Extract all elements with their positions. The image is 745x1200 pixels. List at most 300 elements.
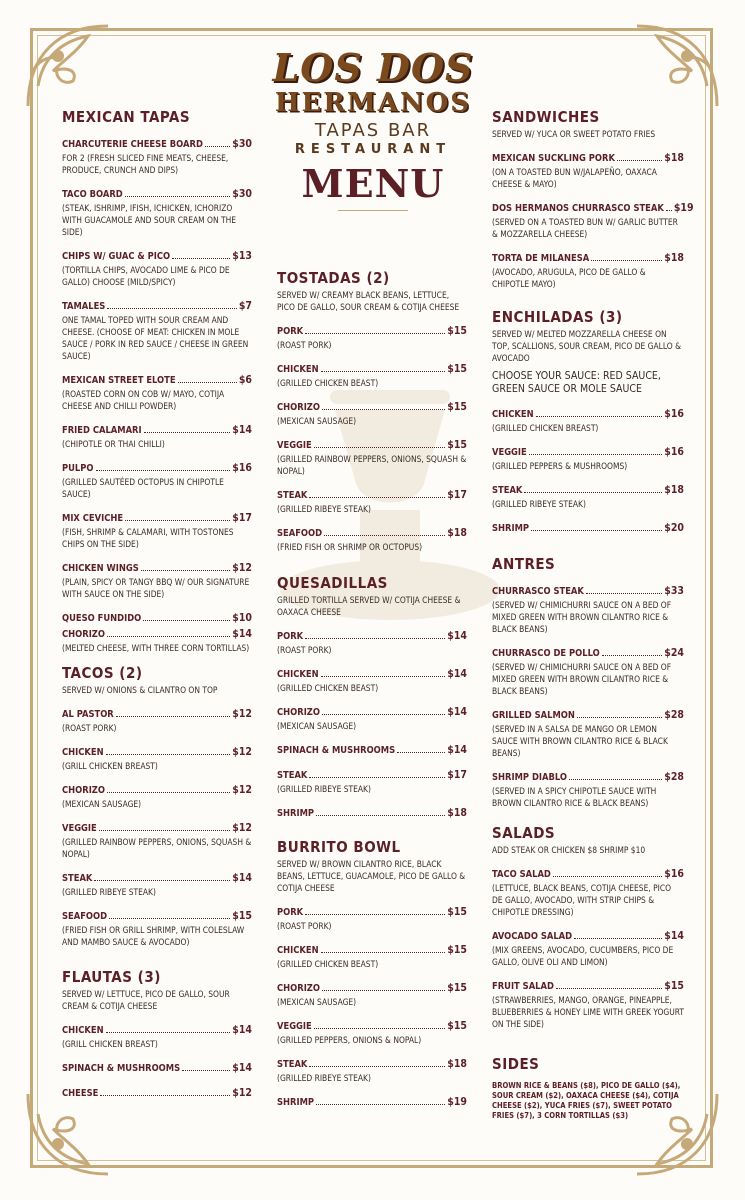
restaurant-logo	[268, 45, 478, 211]
section-antres	[492, 555, 684, 809]
section-title: QUESADILLAS	[277, 574, 388, 592]
menu-item	[277, 1058, 467, 1084]
menu-item-name: VEGGIE	[62, 823, 97, 834]
menu-item-price: $14	[232, 872, 252, 884]
menu-item	[492, 930, 684, 968]
menu-item-name: CHEESE	[62, 1088, 99, 1099]
menu-item	[62, 1087, 252, 1100]
menu-item-row	[492, 771, 684, 784]
menu-item-price: $16	[232, 462, 252, 474]
dot-leader	[524, 492, 662, 493]
menu-item-price: $18	[447, 1058, 467, 1070]
menu-item-row	[62, 1062, 252, 1075]
menu-item-price: $17	[447, 769, 467, 781]
dot-leader	[106, 754, 231, 755]
dot-leader	[94, 880, 230, 881]
dot-leader	[574, 938, 662, 939]
menu-item	[492, 408, 684, 434]
menu-item-description: ONE TAMAL TOPED WITH SOUR CREAM AND CHEESE. (CHOOSE OF MEAT: CHICKEN IN MOLE SAUCE / PORK IN RED SAUCE / CHEESE IN GREEN SAUCE)	[62, 315, 249, 361]
menu-item	[277, 982, 467, 1008]
menu-item-name: STEAK	[277, 1059, 308, 1070]
dot-leader	[316, 815, 445, 816]
dot-leader	[96, 470, 231, 471]
menu-item	[62, 872, 252, 898]
menu-item	[62, 138, 252, 176]
section-note: SERVED W/ ONIONS & CILANTRO ON TOP	[62, 685, 218, 695]
menu-item-row	[277, 706, 467, 719]
menu-item-description: (MIX GREENS, AVOCADO, CUCUMBERS, PICO DE GALLO, OLIVE OLI AND LIMON)	[492, 945, 674, 967]
menu-item-description: (ROASTED CORN ON COB W/ MAYO, COTIJA CHEESE AND CHILLI POWDER)	[62, 389, 225, 411]
menu-item-row	[492, 709, 684, 722]
menu-item-name: CHORIZO	[277, 983, 320, 994]
menu-item	[492, 446, 684, 472]
menu-item-description: (PLAIN, SPICY OR TANGY BBQ W/ OUR SIGNATURE WITH SAUCE ON THE SIDE)	[62, 577, 250, 599]
menu-item-description: (GRILLED RIBEYE STEAK)	[277, 1073, 371, 1083]
menu-item-name: AL PASTOR	[62, 709, 114, 720]
section-quesadillas	[277, 574, 467, 820]
menu-item-row	[277, 906, 467, 919]
dot-leader	[322, 409, 445, 410]
menu-item	[492, 484, 684, 510]
menu-item-description: (ON A TOASTED BUN W/JALAPEÑO, OAXACA CHEESE & MAYO)	[492, 167, 657, 189]
dot-leader	[536, 416, 663, 417]
dot-leader	[305, 638, 445, 639]
menu-item-name: STEAK	[277, 490, 308, 501]
menu-item-row	[62, 612, 252, 625]
menu-item-description: (GRILLED PEPPERS & MUSHROOMS)	[492, 461, 628, 471]
menu-item-description: (GRILLED RIBEYE STEAK)	[62, 887, 156, 897]
menu-item-row	[62, 784, 252, 797]
menu-item-description: (MEXICAN SAUSAGE)	[277, 416, 357, 426]
dot-leader	[100, 1095, 230, 1096]
menu-item-price: $28	[664, 771, 684, 783]
menu-item-name: VEGGIE	[277, 440, 312, 451]
section-note: SERVED W/ BROWN CILANTRO RICE, BLACK BEANS, LETTUCE, GUACAMOLE, PICO DE GALLO & COTIJA CHEESE	[277, 859, 466, 893]
menu-item-row	[62, 1087, 252, 1100]
menu-item	[277, 439, 467, 477]
menu-item-price: $10	[232, 612, 252, 624]
menu-item-row	[277, 401, 467, 414]
menu-item	[492, 771, 684, 809]
dot-leader	[116, 716, 231, 717]
menu-item-row	[492, 647, 684, 660]
menu-item-price: $20	[664, 522, 684, 534]
menu-item-price: $14	[447, 630, 467, 642]
dot-leader	[531, 530, 662, 531]
section-sandwiches	[492, 108, 694, 290]
menu-item-row	[492, 585, 684, 598]
menu-item-name: FRIED CALAMARI	[62, 425, 142, 436]
menu-item-name: STEAK	[62, 873, 93, 884]
section-salads	[492, 824, 684, 1030]
menu-item-description: (MEXICAN SAUSAGE)	[277, 997, 357, 1007]
dot-leader	[309, 497, 445, 498]
menu-item-name: CHICKEN	[277, 364, 319, 375]
menu-item-description: (MEXICAN SAUSAGE)	[62, 799, 142, 809]
dot-leader	[556, 988, 662, 989]
menu-item	[492, 585, 684, 635]
menu-item-description: (SERVED IN A SPICY CHIPOTLE SAUCE WITH BROWN CILANTRO RICE & BLACK BEANS)	[492, 786, 657, 808]
menu-item	[62, 822, 252, 860]
menu-item	[277, 706, 467, 732]
menu-item-name: TACO BOARD	[62, 189, 123, 200]
menu-item-row	[492, 868, 684, 881]
dot-leader	[316, 1104, 445, 1105]
menu-item-description: (GRILLED CHICKEN BREAST)	[492, 423, 599, 433]
menu-item-price: $15	[232, 910, 252, 922]
menu-item-name: SHRIMP	[277, 1097, 315, 1108]
menu-item-price: $15	[447, 906, 467, 918]
logo-line-4: RESTAURANT	[294, 142, 452, 157]
menu-item-name: CHICKEN	[62, 747, 104, 758]
menu-item-row	[62, 188, 252, 201]
menu-item-name: MIX CEVICHE	[62, 513, 124, 524]
menu-item-name: CHICKEN	[62, 1025, 104, 1036]
menu-item	[492, 522, 684, 535]
menu-item-name: PORK	[277, 631, 304, 642]
menu-item-row	[62, 746, 252, 759]
menu-item-description: (FRIED FISH OR GRILL SHRIMP, WITH COLESLAW AND MAMBO SAUCE & AVOCADO)	[62, 925, 245, 947]
menu-item-row	[277, 1058, 467, 1071]
menu-item-row	[277, 1020, 467, 1033]
dot-leader	[305, 914, 445, 915]
dot-leader	[321, 371, 446, 372]
dot-leader	[205, 146, 230, 147]
menu-item-price: $15	[447, 944, 467, 956]
menu-item	[492, 980, 684, 1030]
menu-item-row	[62, 910, 252, 923]
menu-item-description: (GRILLED CHICKEN BEAST)	[277, 959, 379, 969]
section-title: MEXICAN TAPAS	[62, 108, 191, 126]
section-tacos	[62, 664, 252, 948]
menu-item-description: (GRILLED PEPPERS, ONIONS & NOPAL)	[277, 1035, 422, 1045]
dot-leader	[314, 447, 446, 448]
menu-item-name: SEAFOOD	[62, 911, 108, 922]
dot-leader	[321, 952, 446, 953]
section-burrito-bowl	[277, 838, 467, 1109]
menu-item-price: $16	[664, 868, 684, 880]
menu-item	[62, 374, 252, 412]
menu-item-description: (FISH, SHRIMP & CALAMARI, WITH TOSTONES CHIPS ON THE SIDE)	[62, 527, 234, 549]
menu-item	[277, 744, 467, 757]
menu-item-price: $15	[447, 439, 467, 451]
menu-item-name: CHIPS W/ GUAC & PICO	[62, 251, 171, 262]
section-note: SERVED W/ MELTED MOZZARELLA CHEESE ON TOP, SCALLIONS, SOUR CREAM, PICO DE GALLO & AVOCADO	[492, 329, 681, 363]
menu-item	[62, 1024, 252, 1050]
dot-leader	[309, 1066, 445, 1067]
menu-item-row	[62, 250, 252, 263]
dot-leader	[172, 258, 230, 259]
menu-item-description: (STEAK, ISHRIMP, IFISH, ICHICKEN, ICHORIZO WITH GUACAMOLE AND SOUR CREAM ON THE SIDE)	[62, 203, 237, 237]
dot-leader	[397, 752, 445, 753]
menu-item-description: (GRILLED RAINBOW PEPPERS, ONIONS, SQUASH & NOPAL)	[62, 837, 252, 859]
menu-item-row	[492, 930, 684, 943]
section-note: ADD STEAK OR CHICKEN $8 SHRIMP $10	[492, 845, 646, 855]
menu-item-description: (CHIPOTLE OR THAI CHILLI)	[62, 439, 165, 449]
menu-item-row	[277, 744, 467, 757]
logo-line-1: LOS DOS	[272, 45, 474, 90]
menu-item	[62, 628, 252, 654]
menu-item-name: SHRIMP DIABLO	[492, 772, 567, 783]
menu-item-row	[492, 252, 684, 265]
menu-item-price: $30	[232, 138, 252, 150]
menu-item-name: CHORIZO	[62, 785, 105, 796]
menu-item-row	[277, 325, 467, 338]
menu-item-row	[277, 807, 467, 820]
menu-item-price: $12	[232, 784, 252, 796]
menu-item-name: PORK	[277, 907, 304, 918]
section-flautas	[62, 968, 252, 1100]
menu-item-name: PULPO	[62, 463, 94, 474]
menu-item-price: $19	[673, 202, 694, 214]
menu-item-price: $14	[447, 744, 467, 756]
section-title: SANDWICHES	[492, 108, 600, 126]
menu-item-price: $16	[664, 446, 684, 458]
menu-item	[62, 562, 252, 600]
dot-leader	[143, 620, 230, 621]
menu-item-row	[62, 872, 252, 885]
menu-item	[62, 784, 252, 810]
menu-item-name: CHICKEN	[277, 669, 319, 680]
menu-item	[62, 910, 252, 948]
menu-item	[492, 152, 684, 190]
menu-item-row	[492, 484, 684, 497]
menu-item-name: FRUIT SALAD	[492, 981, 554, 992]
menu-item-name: CHICKEN	[492, 409, 534, 420]
menu-item-price: $33	[664, 585, 684, 597]
menu-item-description: (SERVED ON A TOASTED BUN W/ GARLIC BUTTER & MOZZARELLA CHEESE)	[492, 217, 678, 239]
menu-item-row	[62, 628, 252, 641]
section-enchiladas	[492, 308, 684, 535]
menu-item-row	[277, 527, 467, 540]
menu-item-price: $30	[232, 188, 252, 200]
dot-leader	[322, 990, 445, 991]
menu-item-row	[62, 512, 252, 525]
menu-item	[277, 1020, 467, 1046]
menu-item-name: CHICKEN WINGS	[62, 563, 139, 574]
menu-item	[492, 202, 694, 240]
menu-item-price: $14	[232, 1024, 252, 1036]
menu-item-description: (MELTED CHEESE, WITH THREE CORN TORTILLAS)	[62, 643, 250, 653]
menu-item-description: (SERVED IN A SALSA DE MANGO OR LEMON SAUCE WITH BROWN CILANTRO RICE & BLACK BEANS)	[492, 724, 668, 758]
menu-item-description: (ROAST PORK)	[62, 723, 117, 733]
logo-line-2: HERMANOS	[274, 88, 472, 118]
dot-leader	[125, 520, 230, 521]
menu-item-description: (ROAST PORK)	[277, 340, 332, 350]
menu-item-price: $12	[232, 562, 252, 574]
menu-item-price: $18	[447, 807, 467, 819]
menu-item-price: $13	[232, 250, 252, 262]
menu-item-description: (GRILLED SAUTÉED OCTOPUS IN CHIPOTLE SAUCE)	[62, 477, 224, 499]
menu-item	[62, 512, 252, 550]
section-mexican-tapas	[62, 108, 252, 654]
menu-item-price: $12	[232, 1087, 252, 1099]
menu-item-price: $18	[664, 484, 684, 496]
menu-item-name: CHORIZO	[62, 629, 105, 640]
menu-item-description: (TORTILLA CHIPS, AVOCADO LIME & PICO DE GALLO) CHOOSE (MILD/SPICY)	[62, 265, 230, 287]
menu-item-price: $14	[232, 424, 252, 436]
menu-item-name: PORK	[277, 326, 304, 337]
menu-item-price: $28	[664, 709, 684, 721]
section-note: SERVED W/ LETTUCE, PICO DE GALLO, SOUR CREAM & COTIJA CHEESE	[62, 989, 230, 1011]
dot-leader	[305, 333, 445, 334]
menu-item-price: $12	[232, 746, 252, 758]
menu-item	[277, 527, 467, 553]
menu-item	[277, 363, 467, 389]
menu-item-row	[492, 522, 684, 535]
dot-leader	[569, 779, 662, 780]
menu-item-price: $16	[664, 408, 684, 420]
dot-leader	[309, 777, 445, 778]
menu-item-description: (MEXICAN SAUSAGE)	[277, 721, 357, 731]
menu-item-price: $15	[447, 1020, 467, 1032]
menu-item-row	[62, 138, 252, 151]
dot-leader	[178, 382, 237, 383]
section-tostadas	[277, 269, 467, 553]
menu-item-description: (GRILLED CHICKEN BEAST)	[277, 683, 379, 693]
section-title: FLAUTAS (3)	[62, 968, 161, 986]
menu-item-description: (GRILLED RAINBOW PEPPERS, ONIONS, SQUASH & NOPAL)	[277, 454, 467, 476]
section-title: TOSTADAS (2)	[277, 269, 390, 287]
menu-item	[277, 401, 467, 427]
menu-item-name: CHORIZO	[277, 402, 320, 413]
menu-item	[277, 1096, 467, 1109]
menu-item	[62, 462, 252, 500]
menu-item-row	[277, 944, 467, 957]
menu-item-price: $6	[238, 374, 252, 386]
menu-item-row	[62, 708, 252, 721]
menu-item-price: $14	[447, 706, 467, 718]
menu-item	[277, 489, 467, 515]
menu-item-name: DOS HERMANOS CHURRASCO STEAK	[492, 203, 664, 214]
menu-item-row	[62, 300, 252, 313]
menu-item-name: TACO SALAD	[492, 869, 551, 880]
menu-item-name: TORTA DE MILANESA	[492, 253, 590, 264]
menu-item-price: $18	[447, 527, 467, 539]
menu-item-description: (AVOCADO, ARUGULA, PICO DE GALLO & CHIPOTLE MAYO)	[492, 267, 646, 289]
menu-item	[492, 868, 684, 918]
menu-item-description: (LETTUCE, BLACK BEANS, COTIJA CHEESE, PICO DE GALLO, AVOCADO, WITH STRIP CHIPS & CHIPOTLE DRESSING)	[492, 883, 672, 917]
menu-item	[277, 769, 467, 795]
menu-item-description: (STRAWBERRIES, MANGO, ORANGE, PINEAPPLE, BLUEBERRIES & HONEY LIME WITH GREEK YOGURT ON THE SIDE)	[492, 995, 685, 1029]
menu-item	[492, 709, 684, 759]
menu-item-description: (SERVED W/ CHIMICHURRI SAUCE ON A BED OF MIXED GREEN WITH BROWN CILANTRO RICE & BLACK BEANS)	[492, 662, 672, 696]
menu-item-name: CHARCUTERIE CHEESE BOARD	[62, 139, 203, 150]
dot-leader	[321, 676, 446, 677]
dot-leader	[529, 454, 663, 455]
section-title: BURRITO BOWL	[277, 838, 401, 856]
menu-item-price: $17	[232, 512, 252, 524]
menu-item-name: AVOCADO SALAD	[492, 931, 573, 942]
section-title: SIDES	[492, 1055, 540, 1073]
section-note-sauce: CHOOSE YOUR SAUCE: RED SAUCE, GREEN SAUCE OR MOLE SAUCE	[492, 370, 661, 395]
dot-leader	[586, 593, 662, 594]
menu-item	[492, 647, 684, 697]
menu-item-price: $14	[232, 628, 252, 640]
dot-leader	[577, 717, 662, 718]
dot-leader	[591, 260, 662, 261]
menu-item-name: SPINACH & MUSHROOMS	[277, 745, 396, 756]
menu-item	[62, 746, 252, 772]
menu-item-name: STEAK	[492, 485, 523, 496]
dot-leader	[99, 830, 231, 831]
menu-item	[492, 252, 684, 290]
menu-item-name: CHURRASCO STEAK	[492, 586, 584, 597]
menu-item	[62, 300, 252, 362]
menu-item	[277, 668, 467, 694]
logo-line-3: TAPAS BAR	[314, 120, 432, 141]
menu-item-row	[62, 462, 252, 475]
menu-item-price: $15	[447, 325, 467, 337]
menu-item-name: SHRIMP	[492, 523, 530, 534]
dot-leader	[109, 918, 230, 919]
menu-item-row	[277, 630, 467, 643]
menu-item-row	[277, 1096, 467, 1109]
menu-item	[62, 250, 252, 288]
dot-leader	[553, 876, 662, 877]
menu-item-row	[492, 152, 684, 165]
menu-item-row	[277, 769, 467, 782]
menu-item-description: FOR 2 (FRESH SLICED FINE MEATS, CHEESE, PRODUCE, CRUNCH AND DIPS)	[62, 153, 229, 175]
menu-item-row	[277, 668, 467, 681]
menu-item	[62, 708, 252, 734]
menu-item-price: $18	[664, 252, 684, 264]
dot-leader	[666, 210, 672, 211]
dot-leader	[324, 535, 445, 536]
menu-item-description: (SERVED W/ CHIMICHURRI SAUCE ON A BED OF MIXED GREEN WITH BROWN CILANTRO RICE & BLACK BEANS)	[492, 600, 672, 634]
menu-item-name: TAMALES	[62, 301, 106, 312]
menu-item	[277, 630, 467, 656]
menu-item-row	[62, 374, 252, 387]
menu-item-price: $18	[664, 152, 684, 164]
menu-item-price: $15	[664, 980, 684, 992]
menu-item-row	[492, 446, 684, 459]
dot-leader	[107, 308, 237, 309]
menu-item-price: $7	[238, 300, 252, 312]
menu-item	[62, 424, 252, 450]
menu-item-description: (GRILL CHICKEN BREAST)	[62, 761, 158, 771]
dot-leader	[106, 1032, 231, 1033]
menu-item-row	[277, 982, 467, 995]
menu-item-price: $15	[447, 982, 467, 994]
dot-leader	[107, 636, 230, 637]
menu-item	[277, 807, 467, 820]
menu-item-name: STEAK	[277, 770, 308, 781]
menu-item-row	[277, 439, 467, 452]
menu-item	[62, 612, 252, 625]
menu-item-name: SPINACH & MUSHROOMS	[62, 1063, 181, 1074]
menu-item-name: CHURRASCO DE POLLO	[492, 648, 600, 659]
menu-item-price: $17	[447, 489, 467, 501]
menu-item	[62, 1062, 252, 1075]
menu-item-name: MEXICAN SUCKLING PORK	[492, 153, 615, 164]
menu-item-description: (GRILLED RIBEYE STEAK)	[277, 504, 371, 514]
menu-item-description: (ROAST PORK)	[277, 645, 332, 655]
menu-item-price: $14	[664, 930, 684, 942]
menu-item-row	[492, 408, 684, 421]
dot-leader	[182, 1070, 230, 1071]
menu-item-description: (ROAST PORK)	[277, 921, 332, 931]
menu-item-row	[277, 489, 467, 502]
section-note: GRILLED TORTILLA SERVED W/ COTIJA CHEESE & OAXACA CHEESE	[277, 595, 461, 617]
section-title: TACOS (2)	[62, 664, 143, 682]
menu-item	[277, 944, 467, 970]
menu-item-row	[62, 822, 252, 835]
menu-item-name: CHICKEN	[277, 945, 319, 956]
menu-item-price: $19	[447, 1096, 467, 1108]
menu-item-row	[277, 363, 467, 376]
menu-item-name: MEXICAN STREET ELOTE	[62, 375, 176, 386]
